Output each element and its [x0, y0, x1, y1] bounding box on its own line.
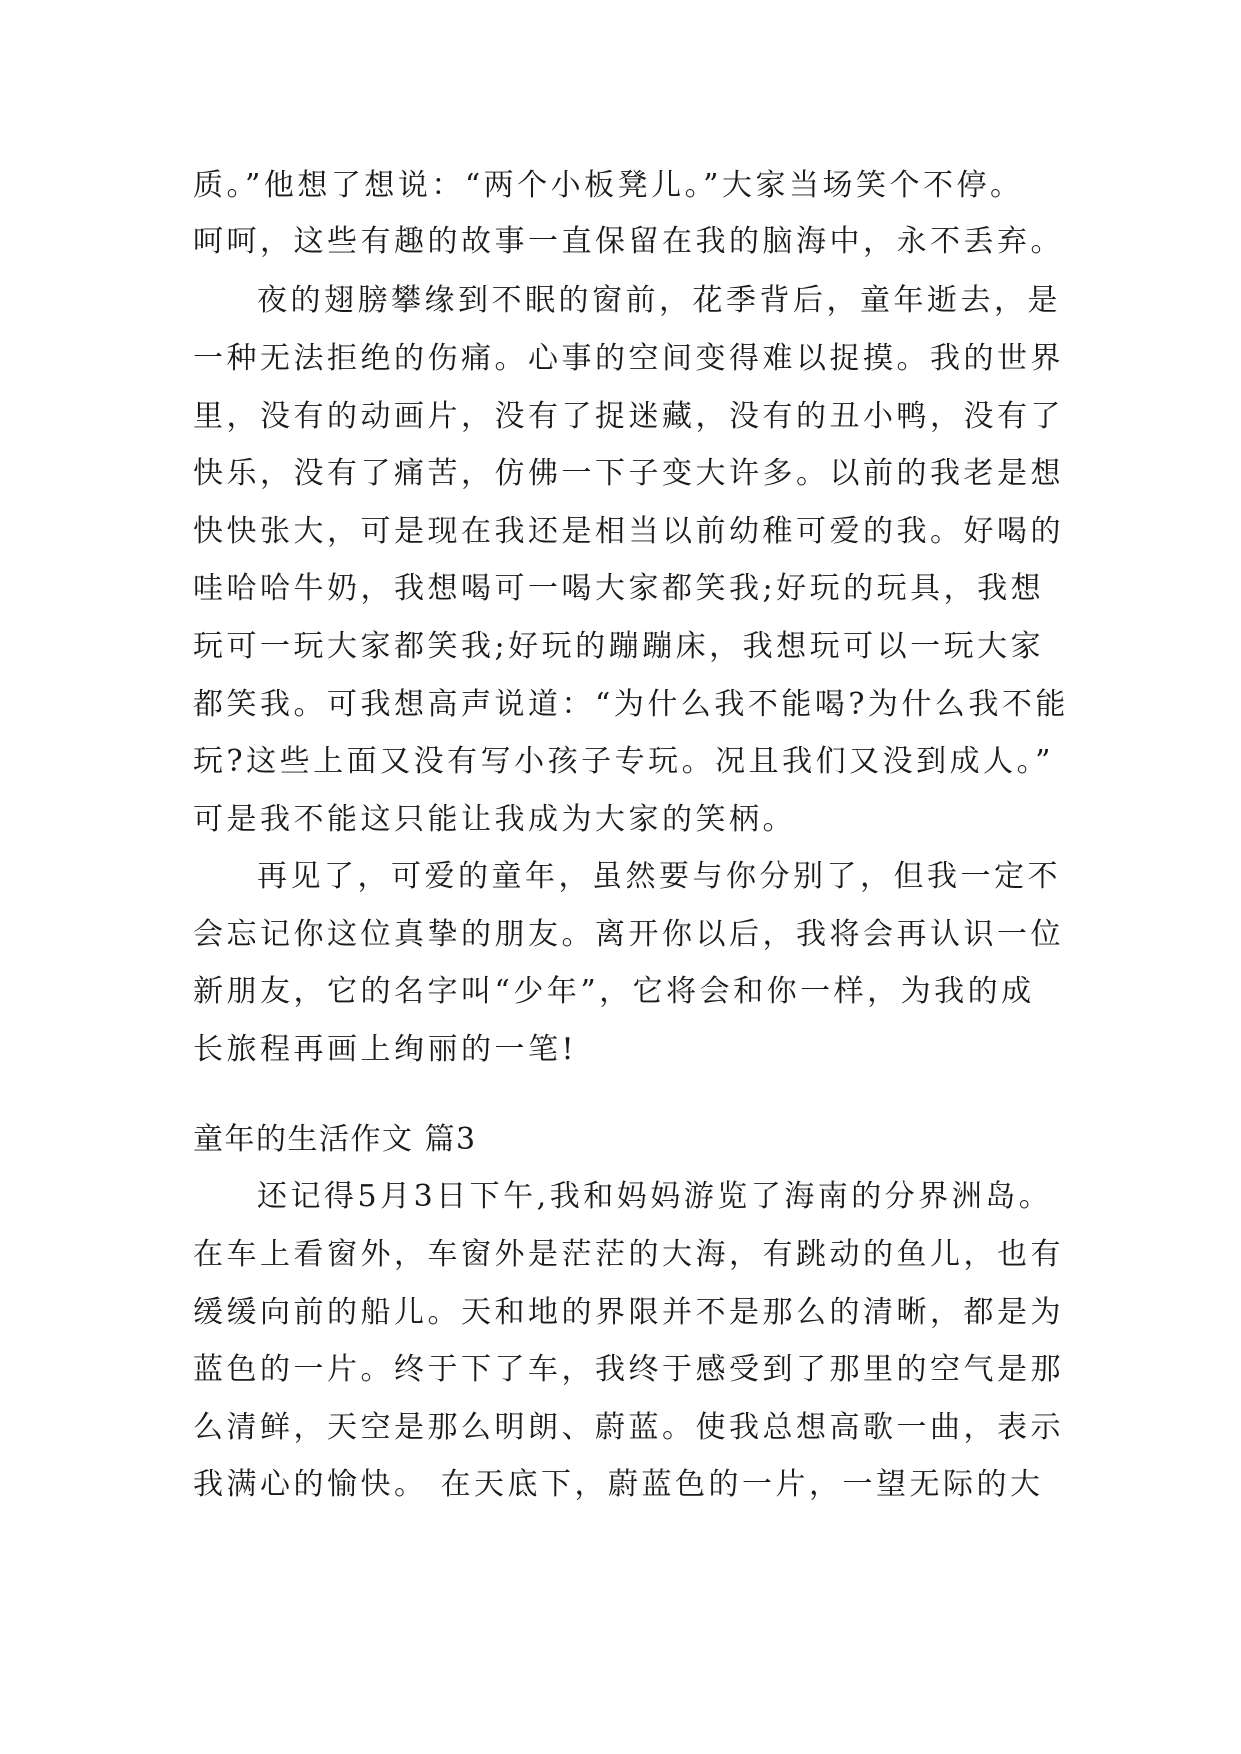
text-line: 缓缓向前的船儿。天和地的界限并不是那么的清晰，都是为 [193, 1295, 1064, 1330]
text-line: 新朋友，它的名字叫“少年”，它将会和你一样，为我的成 [193, 974, 1035, 1009]
text-line: 么清鲜，天空是那么明朗、蔚蓝。使我总想高歌一曲，表示 [193, 1410, 1064, 1445]
text-line: 蓝色的一片。终于下了车，我终于感受到了那里的空气是那 [193, 1352, 1064, 1387]
paragraph-start-line: 夜的翅膀攀缘到不眠的窗前，花季背后，童年逝去，是 [257, 283, 1061, 318]
text-line: 快快张大，可是现在我还是相当以前幼稚可爱的我。好喝的 [193, 514, 1064, 549]
text-line: 都笑我。可我想高声说道：“为什么我不能喝?为什么我不能 [193, 687, 1069, 722]
text-line: 快乐，没有了痛苦，仿佛一下子变大许多。以前的我老是想 [193, 456, 1064, 491]
text-line: 哇哈哈牛奶，我想喝可一喝大家都笑我;好玩的玩具，我想 [193, 571, 1045, 606]
text-line: 一种无法拒绝的伤痛。心事的空间变得难以捉摸。我的世界 [193, 341, 1064, 376]
text-line: 会忘记你这位真挚的朋友。离开你以后，我将会再认识一位 [193, 917, 1064, 952]
paragraph-start-line: 还记得5月3日下午,我和妈妈游览了海南的分界洲岛。 [257, 1179, 1053, 1214]
text-line: 玩?这些上面又没有写小孩子专玩。况且我们又没到成人。” [193, 744, 1054, 779]
text-line: 质。”他想了想说：“两个小板凳儿。”大家当场笑个不停。 [193, 168, 1024, 203]
text-line: 呵呵，这些有趣的故事一直保留在我的脑海中，永不丢弃。 [193, 224, 1064, 259]
text-line: 我满心的愉快。 在天底下，蔚蓝色的一片，一望无际的大 [193, 1467, 1044, 1502]
section-heading: 童年的生活作文 篇3 [193, 1122, 477, 1157]
paragraph-start-line: 再见了，可爱的童年，虽然要与你分别了，但我一定不 [257, 859, 1061, 894]
text-line: 长旅程再画上绚丽的一笔! [193, 1032, 578, 1067]
text-line: 玩可一玩大家都笑我;好玩的蹦蹦床，我想玩可以一玩大家 [193, 629, 1045, 664]
text-line: 在车上看窗外，车窗外是茫茫的大海，有跳动的鱼儿，也有 [193, 1237, 1064, 1272]
text-line: 可是我不能这只能让我成为大家的笑柄。 [193, 802, 796, 837]
text-line: 里，没有的动画片，没有了捉迷藏，没有的丑小鸭，没有了 [193, 399, 1064, 434]
